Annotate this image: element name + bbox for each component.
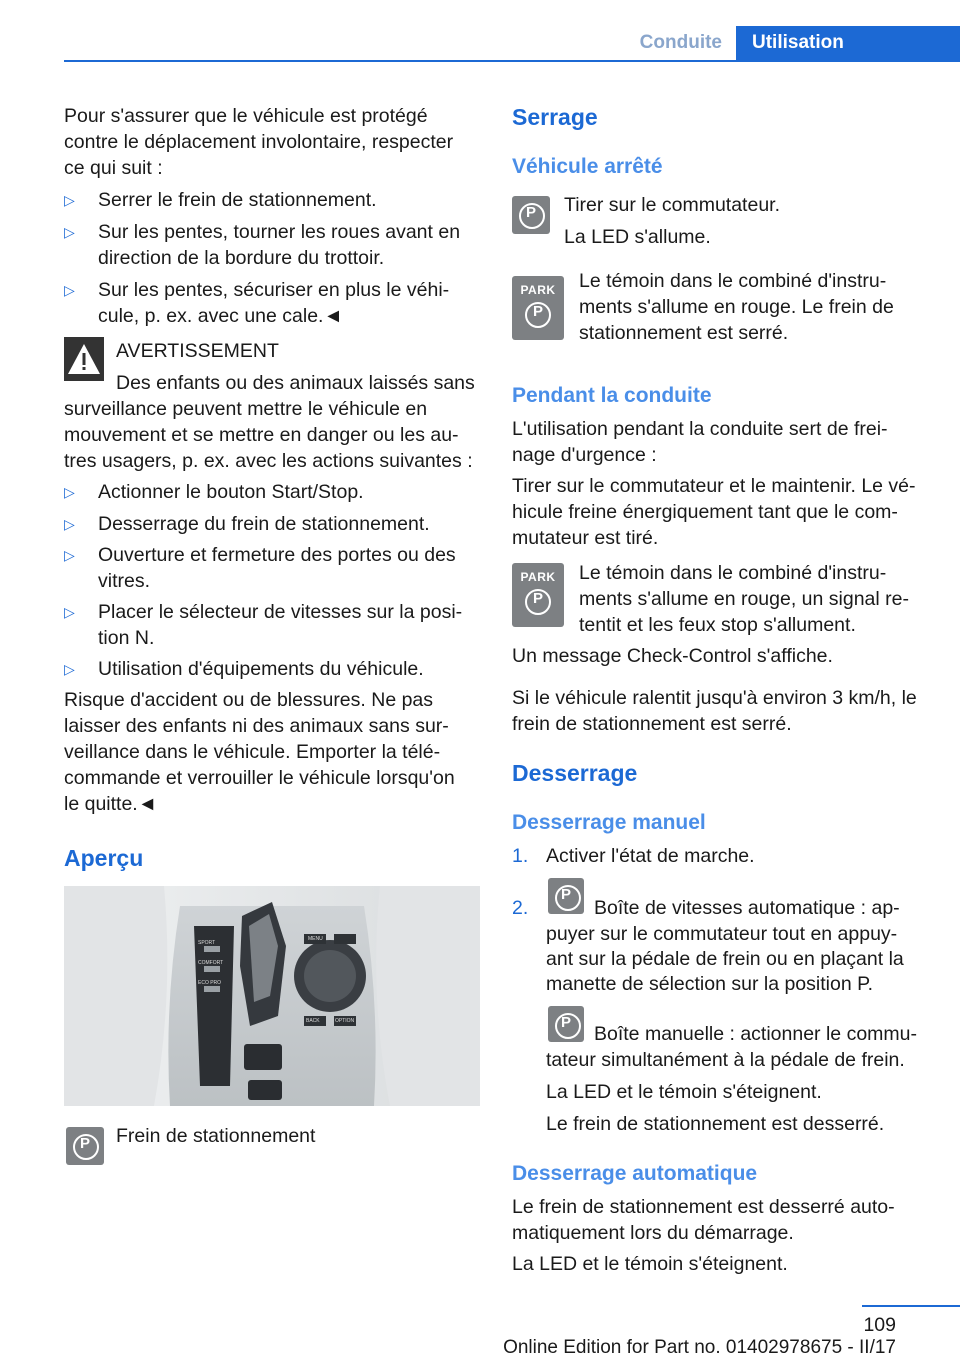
- text-line: Un message Check-Control s'affiche.: [512, 645, 833, 667]
- header-rule: [64, 60, 960, 62]
- comfort-label: COMFORT: [198, 960, 224, 966]
- text-line: ant sur la pédale de frein ou en plaçant la: [546, 948, 904, 970]
- parking-brake-icon: P: [512, 196, 550, 234]
- text-line: L'utilisation pendant la conduite sert de frei-: [512, 418, 888, 440]
- text-line: La LED et le témoin s'éteignent.: [546, 1081, 822, 1103]
- list-item: ▷ Placer le sélecteur de vitesses sur la posi- tion N.: [64, 601, 463, 649]
- text-line: Le témoin dans le combiné d'instru-: [579, 562, 887, 584]
- text-line: stationnement est serré.: [579, 322, 789, 344]
- list-item: ▷ Ouverture et fermeture des portes ou des vitres.: [64, 544, 456, 592]
- text-line: laisser des enfants ni des animaux sans sur-: [64, 715, 449, 737]
- text-line: matiquement lors du démarrage.: [512, 1222, 794, 1244]
- step-text: Activer l'état de marche.: [546, 845, 755, 867]
- triangle-bullet-icon: ▷: [64, 282, 75, 298]
- text-line: Boîte de vitesses automatique : ap-: [594, 897, 900, 919]
- text-line: surveillance peuvent mettre le véhicule en: [64, 398, 428, 420]
- menu-label: MENU: [308, 936, 323, 942]
- section-title-serrage: Serrage: [512, 104, 598, 130]
- text-line: hicule freine énergiquement tant que le com-: [512, 501, 898, 523]
- text-line: Le frein de stationnement est desserré.: [546, 1113, 885, 1135]
- text-line: mutateur est tiré.: [512, 527, 659, 549]
- text-line: tres usagers, p. ex. avec les actions suivantes :: [64, 450, 473, 472]
- parking-brake-icon: P: [548, 1006, 584, 1042]
- text-line: ments s'allume en rouge. Le frein de: [579, 296, 894, 318]
- triangle-bullet-icon: ▷: [64, 224, 75, 240]
- text-line: veillance dans le véhicule. Emporter la télé-: [64, 741, 441, 763]
- text-line: Risque d'accident ou de blessures. Ne pas: [64, 689, 434, 711]
- triangle-bullet-icon: ▷: [64, 604, 75, 620]
- subsection-title: Desserrage manuel: [512, 811, 706, 834]
- warning-title: AVERTISSEMENT: [116, 340, 279, 362]
- text-line: Le frein de stationnement est desserré auto-: [512, 1196, 895, 1218]
- parking-brake-icon: P: [66, 1127, 104, 1165]
- step-number: 1.: [512, 845, 529, 867]
- tab-conduite[interactable]: Conduite: [639, 32, 722, 53]
- paragraph: [512, 473, 916, 551]
- paragraph: [579, 560, 909, 638]
- text-line: ce qui suit :: [64, 157, 163, 179]
- paragraph: [512, 1194, 895, 1246]
- text-line: manette de sélection sur la position P.: [546, 973, 874, 995]
- text-line: Boîte manuelle : actionner le commu-: [594, 1023, 917, 1045]
- subsection-title: Véhicule arrêté: [512, 155, 663, 178]
- intro-paragraph: [64, 103, 484, 181]
- triangle-bullet-icon: ▷: [64, 547, 75, 563]
- section-title-apercu: Aperçu: [64, 845, 144, 871]
- triangle-bullet-icon: ▷: [64, 484, 75, 500]
- list-item: ▷ Sur les pentes, tourner les roues avant en direction de la bordure du trottoir.: [64, 221, 461, 269]
- edition-footer: Online Edition for Part no. 01402978675 - II/17: [503, 1337, 896, 1358]
- sport-label: SPORT: [198, 940, 216, 946]
- text-line: contre le déplacement involontaire, respecter: [64, 131, 454, 153]
- text-line: tateur simultanément à la pédale de frein.: [546, 1049, 905, 1071]
- text-line: frein de stationnement est serré.: [512, 713, 792, 735]
- triangle-bullet-icon: ▷: [64, 192, 75, 208]
- tab-utilisation[interactable]: Utilisation: [736, 26, 960, 60]
- photo-caption: Frein de stationnement: [116, 1125, 316, 1147]
- paragraph: [579, 268, 894, 346]
- paragraph: [512, 416, 888, 468]
- text-line: Le témoin dans le combiné d'instru-: [579, 270, 887, 292]
- console-photo: [64, 886, 480, 1106]
- text-line: puyer sur le commutateur tout en appuy-: [546, 923, 898, 945]
- subsection-title: Pendant la conduite: [512, 384, 712, 407]
- park-indicator-icon: PARK P: [512, 276, 564, 340]
- text-line: le quitte.◄: [64, 793, 158, 815]
- triangle-bullet-icon: ▷: [64, 661, 75, 677]
- text-line: Pour s'assurer que le véhicule est protégé: [64, 105, 428, 127]
- paragraph: [512, 685, 917, 737]
- option-label: OPTION: [335, 1018, 355, 1024]
- back-label: BACK: [306, 1018, 320, 1024]
- subsection-title: Desserrage automatique: [512, 1162, 758, 1185]
- text-line: commande et verrouiller le véhicule lorsqu'on: [64, 767, 455, 789]
- eco-pro-label: ECO PRO: [198, 980, 222, 986]
- page-number: 109: [863, 1314, 896, 1336]
- footer-rule: [862, 1305, 960, 1307]
- warning-icon: [64, 337, 104, 381]
- text-line: Tirer sur le commutateur et le maintenir. Le vé-: [512, 475, 916, 497]
- text-line: nage d'urgence :: [512, 444, 657, 466]
- triangle-bullet-icon: ▷: [64, 516, 75, 532]
- text-line: ments s'allume en rouge, un signal re-: [579, 588, 909, 610]
- text-line: La LED et le témoin s'éteignent.: [512, 1253, 788, 1275]
- step-number: 2.: [512, 897, 529, 919]
- text-line: Des enfants ou des animaux laissés sans: [116, 372, 475, 394]
- text-line: Tirer sur le commutateur.: [564, 194, 781, 216]
- risk-paragraph: [64, 687, 484, 817]
- text-line: mouvement et se mettre en danger ou les au-: [64, 424, 459, 446]
- section-title-desserrage: Desserrage: [512, 760, 638, 786]
- text-line: La LED s'allume.: [564, 226, 711, 248]
- text-line: Si le véhicule ralentit jusqu'à environ 3 km/h, le: [512, 687, 917, 709]
- park-indicator-icon: PARK P: [512, 563, 564, 627]
- parking-brake-icon: P: [548, 878, 584, 914]
- text-line: tentit et les feux stop s'allument.: [579, 614, 856, 636]
- list-item: ▷ Sur les pentes, sécuriser en plus le véhi- cule, p. ex. avec une cale.◄: [64, 279, 450, 327]
